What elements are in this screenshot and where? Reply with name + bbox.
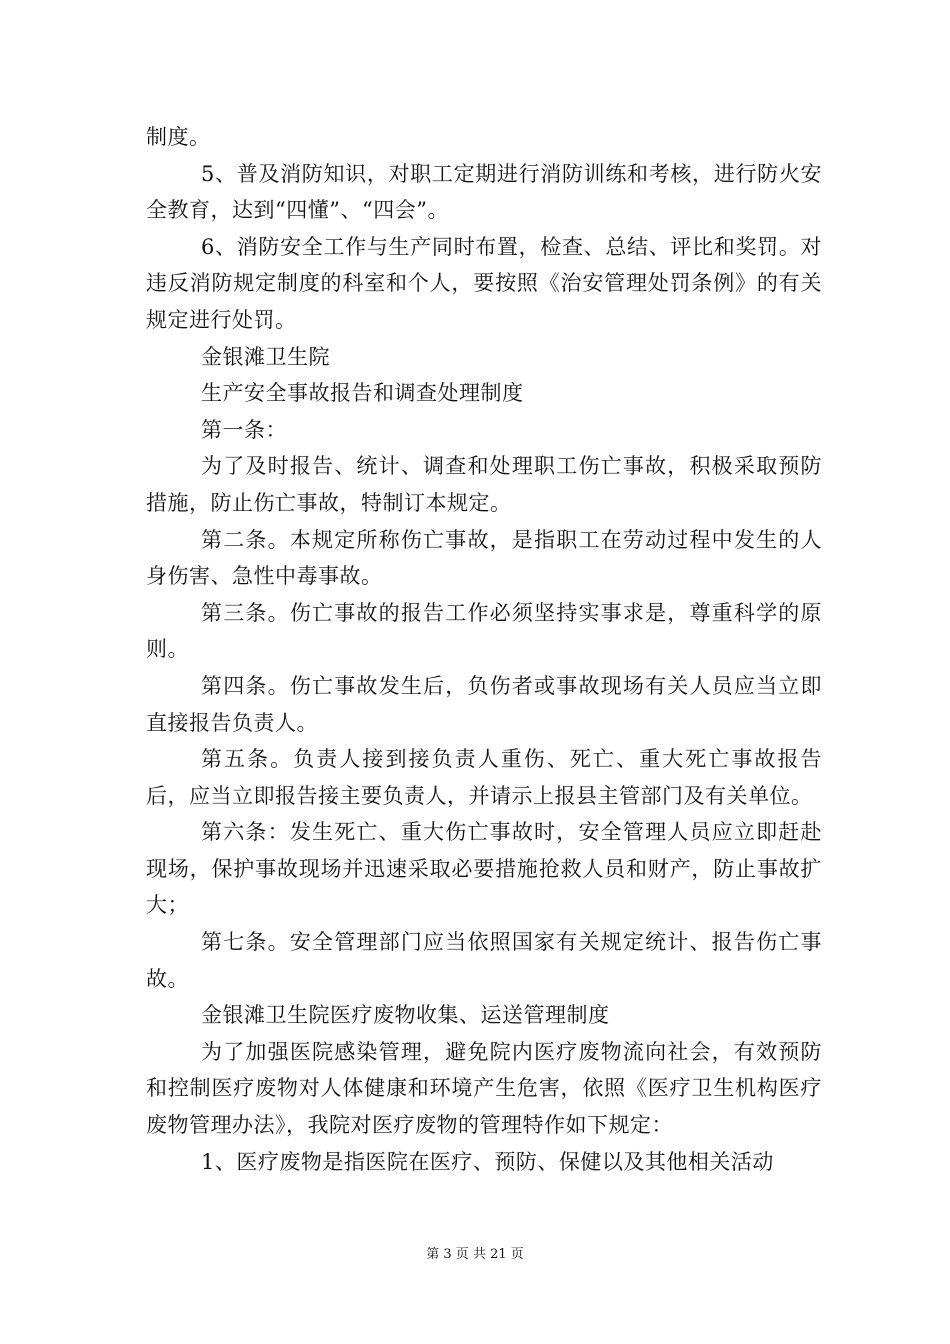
footer-prefix: 第 (426, 1247, 440, 1262)
paragraph: 金银滩卫生院医疗废物收集、运送管理制度 (201, 1003, 610, 1028)
paragraph: 金银滩卫生院 (201, 344, 330, 369)
paragraph: 5、普及消防知识，对职工定期进行消防训练和考核，进行防火安全教育，达到“四懂”、“四会”。 (146, 161, 822, 223)
footer-middle: 页 共 (455, 1247, 486, 1262)
paragraph: 制度。 (146, 125, 211, 149)
paragraph: 生产安全事故报告和调查处理制度 (201, 381, 524, 406)
paragraph: 为了及时报告、统计、调查和处理职工伤亡事故，积极采取预防措施，防止伤亡事故，特制订本规定。 (146, 454, 822, 515)
footer-suffix: 页 (510, 1247, 524, 1262)
paragraph: 第五条。负责人接到接负责人重伤、死亡、重大死亡事故报告后，应当立即报告接主要负责人，并请示上报县主管部门及有关单位。 (146, 747, 822, 808)
paragraph: 第六条：发生死亡、重大伤亡事故时，安全管理人员应立即赶赴现场，保护事故现场并迅速采取必要措施抢救人员和财产，防止事故扩大； (146, 820, 822, 918)
page-footer (0, 1246, 950, 1264)
footer-current-page: 3 (443, 1247, 452, 1262)
paragraph: 第三条。伤亡事故的报告工作必须坚持实事求是，尊重科学的原则。 (146, 600, 822, 662)
paragraph: 第四条。伤亡事故发生后，负伤者或事故现场有关人员应当立即直接报告负责人。 (146, 673, 822, 735)
paragraph: 第一条： (201, 417, 287, 442)
paragraph: 1、医疗废物是指医院在医疗、预防、保健以及其他相关活动 (201, 1149, 774, 1174)
paragraph: 为了加强医院感染管理，避免院内医疗废物流向社会，有效预防和控制医疗废物对人体健康和环境产生危害，依照《医疗卫生机构医疗废物管理办法》，我院对医疗废物的管理特作如下规定： (146, 1039, 822, 1138)
paragraph: 第七条。安全管理部门应当依照国家有关规定统计、报告伤亡事故。 (146, 930, 822, 991)
footer-total-pages: 21 (490, 1247, 507, 1262)
paragraph: 第二条。本规定所称伤亡事故，是指职工在劳动过程中发生的人身伤害、急性中毒事故。 (146, 527, 822, 589)
paragraph: 6、消防安全工作与生产同时布置，检查、总结、评比和奖罚。对违反消防规定制度的科室和个人，要按照《治安管理处罚条例》的有关规定进行处罚。 (146, 234, 822, 332)
document-body (146, 119, 822, 1180)
